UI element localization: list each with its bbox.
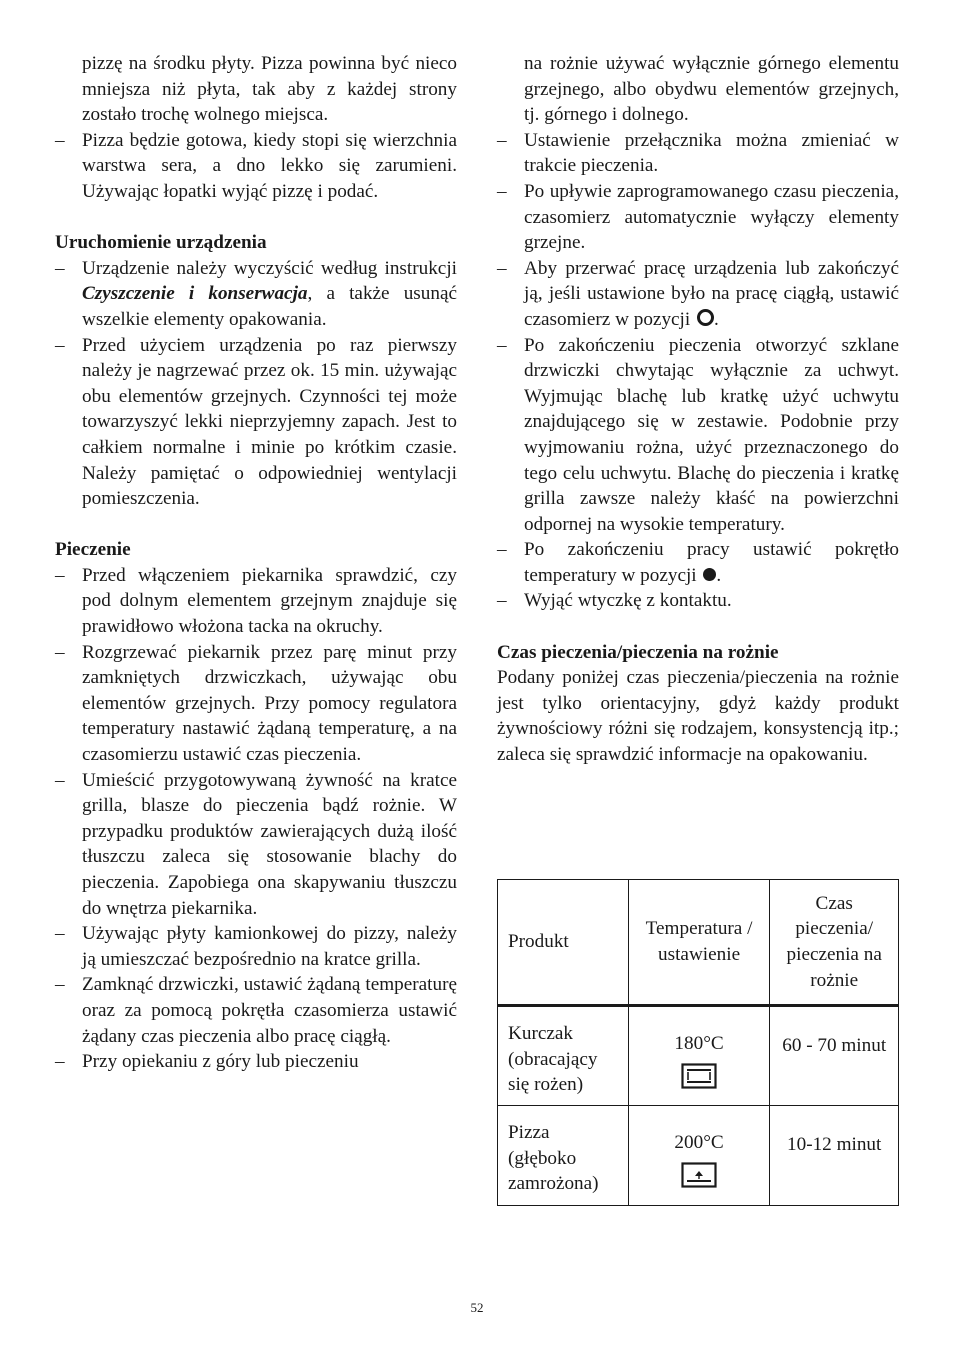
left-column — [55, 51, 457, 1075]
table-cell-time: 60 - 70 minut — [770, 1006, 899, 1106]
list-item-text: Rozgrzewać piekarnik przez parę minut przy zamkniętych drzwiczkach, używając obu elementów grzejnych. Przy pomocy regulatora temperatury nastawić żądaną temperaturę, a na czasomierzu ustawić czas pieczenia. — [82, 641, 457, 766]
temperature-value: 200°C — [674, 1132, 724, 1153]
list-item — [497, 588, 899, 614]
dash: – — [55, 257, 65, 279]
list-item-text: Używając płyty kamionkowej do pizzy, należy ją umieszczać bezpośrednio na kratce grilla. — [82, 923, 457, 970]
paragraph: Podany poniżej czas pieczenia/pieczenia na rożnie jest tylko orientacyjny, gdyż każdy produkt żywnościowy różni się rodzajem, konsystencją itp.; zaleca się sprawdzić informacje na opakowaniu. — [497, 667, 899, 766]
table-cell-product: Pizza (głęboko zamrożona) — [498, 1106, 629, 1206]
dash: – — [55, 564, 65, 586]
list-item — [55, 640, 457, 768]
section-heading-startup: Uruchomienie urządzenia — [55, 232, 267, 254]
dash: – — [55, 641, 65, 663]
list-item — [55, 333, 457, 512]
table-header-cell: Produkt — [498, 880, 629, 1006]
table-header-row — [498, 880, 899, 1006]
baking-time-table — [497, 879, 899, 1206]
table-header-cell: Temperatura / ustawienie — [628, 880, 770, 1006]
dash: – — [55, 769, 65, 791]
list-item-text: Po upływie zaprogramowanego czasu pieczenia, czasomierz automatycznie wyłączy elementy grzejne. — [524, 180, 899, 254]
table-header-cell: Czas pieczenia/ pieczenia na rożnie — [770, 880, 899, 1006]
oven-top-bottom-heat-icon — [681, 1063, 717, 1089]
table-row — [498, 1106, 899, 1206]
list-item-text: Pizza będzie gotowa, kiedy stopi się wierzchnia warstwa sera, a dno lekko się zarumieni. Używając łopatki wyjąć pizzę i podać. — [82, 129, 457, 202]
list-item — [497, 179, 899, 256]
dash: – — [497, 180, 507, 202]
dash: – — [55, 334, 65, 356]
dash: – — [497, 334, 507, 356]
list-item-text: Przed włączeniem piekarnika sprawdzić, czy pod dolnym elementem grzejnym znajduje się prawidłowo włożona tacka na okruchy. — [82, 564, 457, 638]
list-item-text: Aby przerwać pracę urządzenia lub zakończyć ją, jeśli ustawione było na pracę ciągłą, ustawić czasomierz w pozycji — [524, 257, 899, 330]
dash: – — [497, 129, 507, 151]
list-item-text: Po zakończeniu pracy ustawić pokrętło temperatury w pozycji — [524, 539, 899, 586]
timer-zero-position-icon — [697, 309, 714, 326]
emphasis-reference: Czyszczenie i konserwacja — [82, 283, 308, 305]
temperature-off-position-icon — [703, 568, 716, 581]
paragraph: pizzę na środku płyty. Pizza powinna być nieco mniejsza niż płyta, tak aby z każdej strony zostało trochę wolnego miejsca. — [82, 53, 457, 126]
dash: – — [55, 974, 65, 996]
dash: – — [497, 590, 507, 612]
list-item — [55, 921, 457, 972]
right-column — [497, 51, 899, 768]
table-cell-time: 10-12 minut — [770, 1106, 899, 1206]
list-item — [497, 537, 899, 588]
list-item-text: Po zakończeniu pieczenia otworzyć szklane drzwiczki chwytając wyłącznie za uchwyt. Wyjmując blachę lub kratkę użyć uchwytu znajdującego się w zestawie. Podobnie przy wyjmowaniu rożna, użyć przeznaczonego do tego celu uchwytu. Blachę do pieczenia i kratkę grilla zawsze należy kłaść na powierzchni odpornej na wysokie temperatury. — [524, 334, 899, 535]
paragraph: na rożnie używać wyłącznie górnego elementu grzejnego, albo obydwu elementów grzejnych, tj. górnego i dolnego. — [524, 53, 899, 126]
table-row — [498, 1006, 899, 1106]
list-item-text: . — [714, 308, 719, 330]
list-item — [55, 972, 457, 1049]
temperature-value: 180°C — [674, 1033, 724, 1054]
page-number: 52 — [470, 1300, 484, 1315]
table-cell-temperature — [628, 1106, 770, 1206]
list-item-text: Ustawienie przełącznika można zmieniać w trakcie pieczenia. — [524, 129, 899, 177]
list-item-text: , a także usunąć wszelkie elementy opakowania. — [82, 283, 457, 330]
dash: – — [497, 257, 507, 279]
section-heading-baking-time: Czas pieczenia/pieczenia na rożnie — [497, 641, 779, 663]
table-cell-temperature — [628, 1006, 770, 1106]
dash: – — [55, 923, 65, 945]
dash: – — [55, 1051, 65, 1073]
oven-fan-heat-icon — [681, 1162, 717, 1188]
list-item-text: Umieścić przygotowywaną żywność na kratce grilla, blasze do pieczenia bądź rożnie. W przypadku produktów zawierających dużą ilość tłuszczu zaleca się stosowanie blachy do pieczenia. Zapobiega ona skapywaniu tłuszczu do wnętrza piekarnika. — [82, 769, 457, 919]
list-item-text: Przy opiekaniu z góry lub pieczeniu — [82, 1051, 359, 1073]
list-item — [55, 256, 457, 333]
dash: – — [497, 539, 507, 561]
list-item-text: Przed użyciem urządzenia po raz pierwszy należy je nagrzewać przez ok. 15 min. używając obu elementów grzejnych. Czynności tej może towarzyszyć lekki nieprzyjemny zapach. Jest to całkiem normalne i minie po krótkim czasie. Należy pamiętać o odpowiedniej wentylacji pomieszczenia. — [82, 334, 457, 510]
list-item-text: Wyjąć wtyczkę z kontaktu. — [524, 590, 732, 612]
dash: – — [55, 129, 65, 151]
list-item-text: Urządzenie należy wyczyścić według instrukcji — [82, 257, 457, 279]
list-item — [55, 128, 457, 205]
list-item-text: Zamknąć drzwiczki, ustawić żądaną temperaturę oraz za pomocą pokrętła czasomierza ustawić żądany czas pieczenia albo pracę ciągłą. — [82, 974, 457, 1047]
list-item — [497, 333, 899, 538]
list-item — [497, 128, 899, 179]
list-item — [55, 1049, 457, 1075]
list-item — [497, 256, 899, 333]
table-cell-product: Kurczak (obracający się rożen) — [498, 1006, 629, 1106]
list-item — [55, 768, 457, 922]
list-item — [55, 563, 457, 640]
section-heading-baking: Pieczenie — [55, 539, 131, 561]
list-item-text: . — [716, 564, 722, 586]
